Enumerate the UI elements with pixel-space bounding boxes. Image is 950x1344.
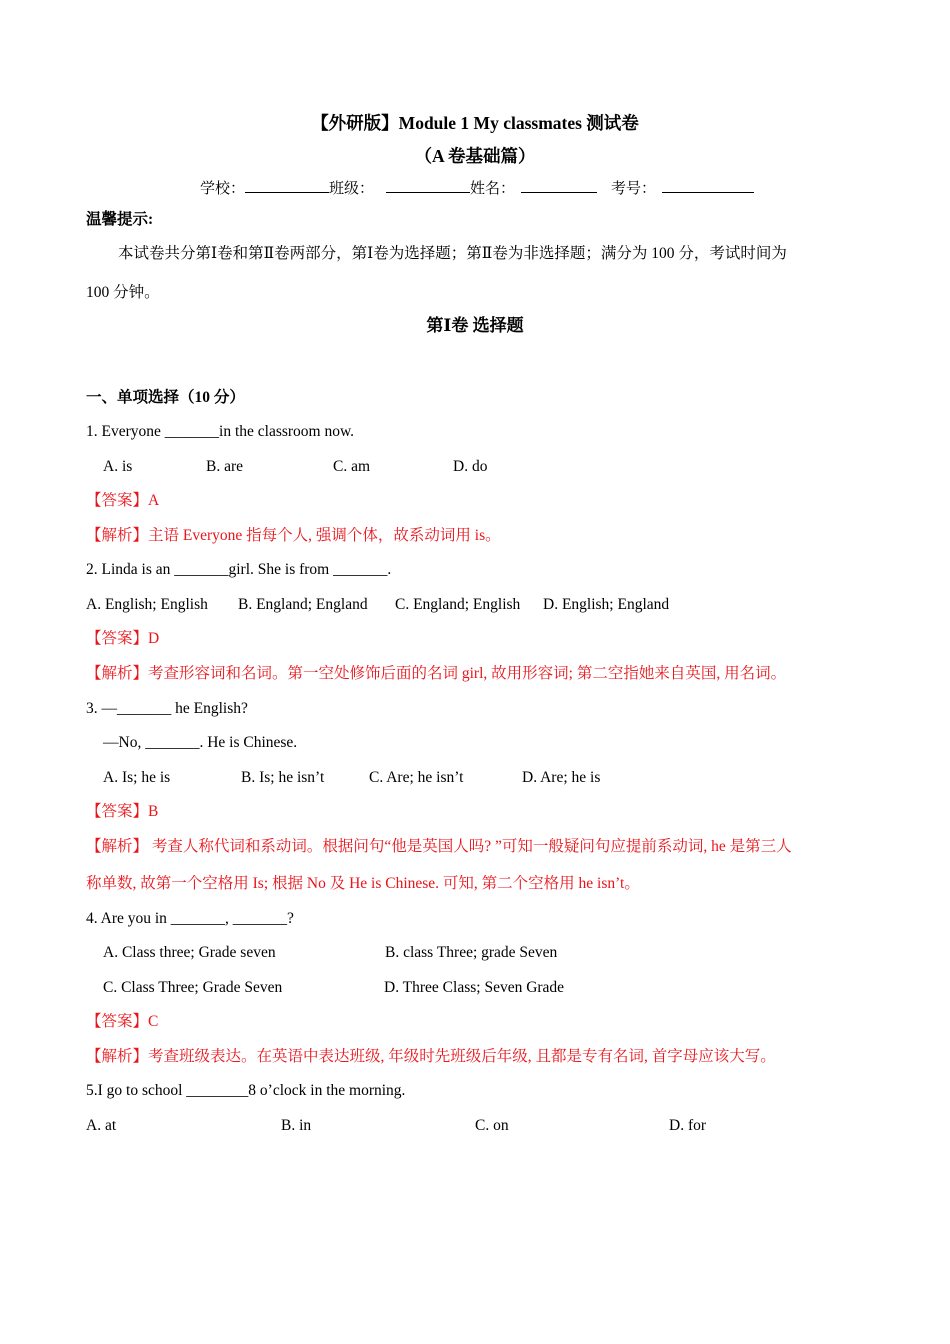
- question-4-option-c[interactable]: C. Class Three; Grade Seven: [103, 979, 283, 996]
- school-label: 学校：: [200, 179, 246, 197]
- question-2-option-c[interactable]: C. England; English: [395, 596, 521, 613]
- question-2-option-d[interactable]: D. English; England: [543, 596, 670, 613]
- name-label: 姓名：: [470, 179, 516, 197]
- number-label: 考号：: [611, 179, 657, 197]
- question-3-analysis-line1: 【解析】 考查人称代词和系动词。根据问句“他是英国人吗? ”可知一般疑问句应提前系动词, he 是第三人: [86, 838, 792, 855]
- question-2-analysis: 【解析】考查形容词和名词。第一空处修饰后面的名词 girl, 故用形容词; 第二空指她来自英国, 用名词。: [86, 665, 787, 682]
- notice-text-line2: 100 分钟。: [86, 284, 160, 301]
- class-blank[interactable]: [386, 178, 470, 193]
- question-1-option-c[interactable]: C. am: [333, 458, 371, 475]
- page-subtitle: （A 卷基础篇）: [414, 146, 536, 166]
- class-label: 班级：: [329, 179, 375, 197]
- question-4-option-b[interactable]: B. class Three; grade Seven: [385, 944, 558, 961]
- question-3-option-d[interactable]: D. Are; he is: [522, 769, 601, 786]
- question-2-option-a[interactable]: A. English; English: [86, 596, 208, 613]
- notice-text-line1: 本试卷共分第Ⅰ卷和第Ⅱ卷两部分，第Ⅰ卷为选择题；第Ⅱ卷为非选择题；满分为 100 分，考试时间为: [118, 245, 787, 262]
- question-4-option-d[interactable]: D. Three Class; Seven Grade: [384, 979, 565, 996]
- question-1-option-a[interactable]: A. is: [103, 458, 133, 475]
- question-1-option-d[interactable]: D. do: [453, 458, 488, 475]
- question-5-option-d[interactable]: D. for: [669, 1117, 707, 1134]
- number-blank[interactable]: [662, 178, 754, 193]
- question-1-answer: 【答案】A: [86, 492, 160, 509]
- notice-heading: 温馨提示:: [86, 211, 154, 228]
- name-blank[interactable]: [521, 178, 597, 193]
- question-4-analysis: 【解析】考查班级表达。在英语中表达班级, 年级时先班级后年级, 且都是专有名词, 首字母应该大写。: [86, 1048, 776, 1065]
- question-5-option-a[interactable]: A. at: [86, 1117, 117, 1134]
- page-title: 【外研版】Module 1 My classmates 测试卷: [311, 113, 639, 133]
- question-3-stem: 3. —_______ he English?: [86, 700, 248, 717]
- question-5-option-c[interactable]: C. on: [475, 1117, 509, 1134]
- question-1-stem: 1. Everyone _______in the classroom now.: [86, 423, 355, 440]
- question-4-option-a[interactable]: A. Class three; Grade seven: [103, 944, 276, 961]
- part-heading: 第Ⅰ卷 选择题: [426, 316, 524, 335]
- question-2-stem: 2. Linda is an _______girl. She is from _______.: [86, 561, 392, 578]
- section-heading: 一、单项选择（10 分）: [86, 389, 245, 406]
- question-3-option-a[interactable]: A. Is; he is: [103, 769, 171, 786]
- question-3-option-c[interactable]: C. Are; he isn’t: [369, 769, 464, 786]
- question-3-analysis-line2: 称单数, 故第一个空格用 Is; 根据 No 及 He is Chinese. 可知, 第二个空格用 he isn’t。: [86, 875, 640, 892]
- question-3-option-b[interactable]: B. Is; he isn’t: [241, 769, 325, 786]
- question-4-answer: 【答案】C: [86, 1013, 159, 1030]
- question-1-option-b[interactable]: B. are: [206, 458, 244, 475]
- school-blank[interactable]: [245, 178, 329, 193]
- info-row: [200, 178, 754, 198]
- question-3-stem-reply: —No, _______. He is Chinese.: [103, 734, 298, 751]
- question-3-answer: 【答案】B: [86, 803, 159, 820]
- question-1-analysis: 【解析】主语 Everyone 指每个人, 强调个体，故系动词用 is。: [86, 527, 501, 544]
- question-4-stem: 4. Are you in _______, _______?: [86, 910, 294, 927]
- question-2-option-b[interactable]: B. England; England: [238, 596, 368, 613]
- question-5-stem: 5.I go to school ________8 o’clock in the morning.: [86, 1082, 406, 1099]
- question-2-answer: 【答案】D: [86, 630, 160, 647]
- question-5-option-b[interactable]: B. in: [281, 1117, 312, 1134]
